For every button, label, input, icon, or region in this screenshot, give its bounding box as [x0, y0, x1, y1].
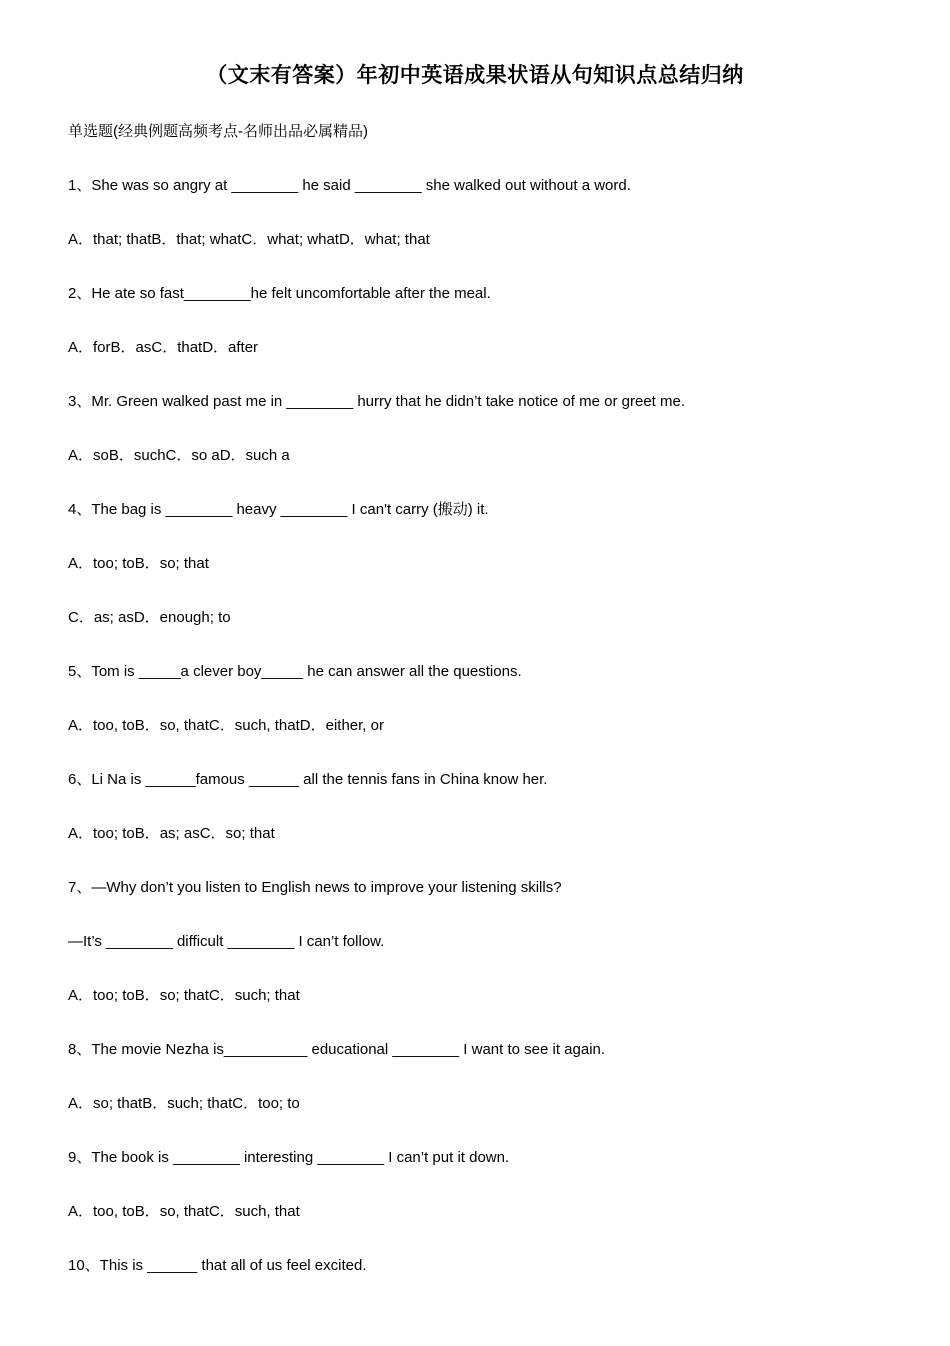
- question-list: [68, 120, 888, 1308]
- question-8: 8、The movie Nezha is__________ educational ________ I want to see it again.: [68, 1041, 606, 1058]
- question-6: 6、Li Na is ______famous ______ all the tennis fans in China know her.: [68, 771, 548, 788]
- question-5-options: A．too, toB．so, thatC．such, thatD．either, or: [68, 717, 384, 734]
- question-7-reply: —It’s ________ difficult ________ I can’t follow.: [68, 933, 385, 950]
- question-3: 3、Mr. Green walked past me in ________ hurry that he didn’t take notice of me or greet me.: [68, 393, 685, 410]
- question-8-options: A．so; thatB．such; thatC．too; to: [68, 1095, 300, 1112]
- question-6-options: A．too; toB．as; asC．so; that: [68, 825, 275, 842]
- question-3-options: A．soB．suchC．so aD．such a: [68, 447, 290, 464]
- question-2: 2、He ate so fast________he felt uncomfortable after the meal.: [68, 285, 491, 302]
- question-2-options: A．forB．asC．thatD．after: [68, 339, 259, 356]
- question-4-options-b: C．as; asD．enough; to: [68, 609, 231, 626]
- question-5: 5、Tom is _____a clever boy_____ he can answer all the questions.: [68, 663, 522, 680]
- question-10: 10、This is ______ that all of us feel excited.: [68, 1257, 367, 1274]
- question-1: 1、She was so angry at ________ he said ________ she walked out without a word.: [68, 177, 631, 194]
- question-9-options: A．too, toB．so, thatC．such, that: [68, 1203, 300, 1220]
- question-4: 4、The bag is ________ heavy ________ I can't carry (搬动) it.: [68, 501, 489, 518]
- question-1-options: A．that; thatB．that; whatC．what; whatD．what; that: [68, 231, 430, 248]
- question-4-options-a: A．too; toB．so; that: [68, 555, 209, 572]
- document-title: （文末有答案）年初中英语成果状语从句知识点总结归纳: [206, 63, 744, 87]
- question-9: 9、The book is ________ interesting ________ I can’t put it down.: [68, 1149, 510, 1166]
- question-7-options: A．too; toB．so; thatC．such; that: [68, 987, 300, 1004]
- question-7: 7、—Why don’t you listen to English news to improve your listening skills?: [68, 879, 562, 896]
- section-heading: 单选题(经典例题高频考点-名师出品必属精品): [68, 123, 368, 140]
